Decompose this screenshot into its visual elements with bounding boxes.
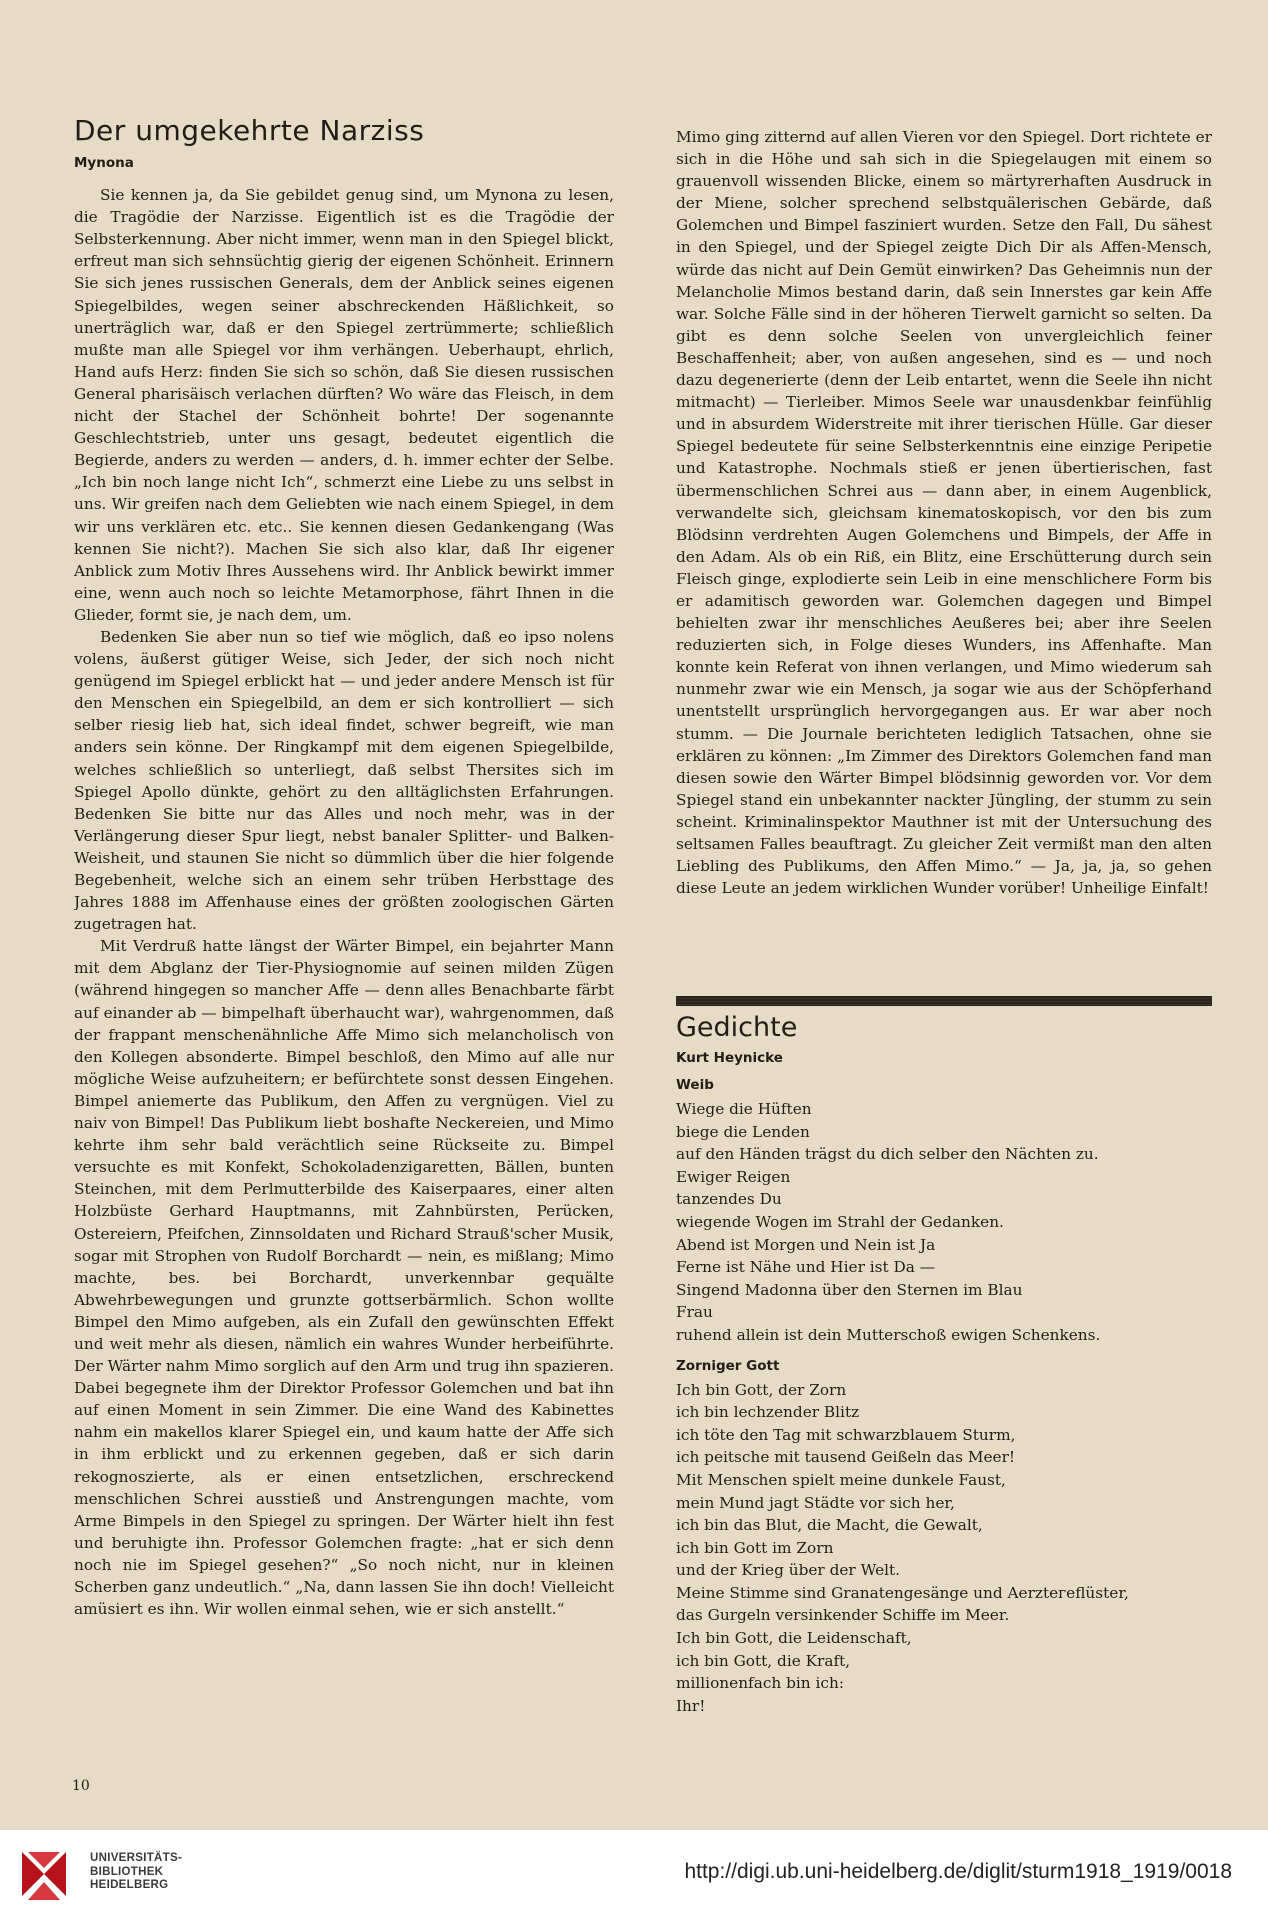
source-url-link[interactable]: http://digi.ub.uni-heidelberg.de/diglit/sturm1918_1919/0018 (684, 1860, 1232, 1883)
poems-section (676, 1010, 1212, 1810)
poem-line: Frau (676, 1303, 713, 1322)
library-logo-icon (14, 1844, 74, 1906)
footer-bar (0, 1830, 1268, 1922)
library-name (90, 1852, 182, 1893)
poem (676, 1353, 1212, 1718)
poem-title: Zorniger Gott (676, 1357, 780, 1374)
poem-line: Ferne ist Nähe und Hier ist Da — (676, 1258, 936, 1277)
article-continuation: Mimo ging zitternd auf allen Vieren vor den Spiegel. Dort richtete er sich in die Höhe und sah sich in die Spiegelaugen mit einem so grauenvoll wissenden Blicke, einem so märtyrerhaften Ausdruck in der Miene, solcher sprechend selbstquälerischen Gebärde, daß Golemchen und Bimpel fasziniert wurden. Setze den Fall, Du sähest in den Spiegel, und der Spiegel zeigte Dich Dir als Affen-Mensch, würde das nicht auf Dein Gemüt einwirken? Das Geheimnis nun der Melancholie Mimos bestand darin, daß sein Innerstes gar kein Affe war. Solche Fälle sind in der höheren Tierwelt garnicht so selten. Da gibt es denn solche Seelen von unvergleichlich feiner Beschaffenheit; aber, von außen angesehen, sind es — und noch dazu degenerierte (denn der Leib entartet, wenn die Seele ihn nicht mitmacht) — Tierleiber. Mimos Seele war unausdenkbar feinfühlig und in absurdem Widerstreite mit ihrer tierischen Hülle. Gar dieser Spiegel bedeutete für seine Selbsterkenntnis eine einzige Peripetie und Katastrophe. Nochmals stieß er jenen übertierischen, fast übermenschlichen Schrei aus — dann aber, in einem Augenblick, verwandelte sich, gleichsam kinematoskopisch, vor den bis zum Blödsinn verdrehten Augen Golemchens und Bimpels, der Affe in den Adam. Als ob ein Riß, ein Blitz, eine Erschütterung durch sein Fleisch ginge, explodierte sein Leib in eine menschlichere Form bis er adamitisch geworden war. Golemchen dagegen und Bimpel behielten zwar ihr menschliches Aeußeres bei; aber ihre Seelen reduzierten sich, in Folge dieses Wunders, ins Affenhafte. Man konnte kein Referat von ihnen verlangen, und Mimo wiederum sah nunmehr zwar wie ein Mensch, ja sogar wie aus der Schöpferhand unentstellt ursprünglich hervorgegangen aus. Er war aber noch stumm. — Die Journale berichteten lediglich Tatsachen, ohne sie erklären zu können: „Im Zimmer des Direktors Golemchen fand man diesen sowie den Wärter Bimpel blödsinnig geworden vor. Vor dem Spiegel stand ein unbekannter nackter Jüngling, der stumm zu sein scheint. Kriminalinspektor Mauthner ist mit der Untersuchung des seltsamen Falles beauftragt. Zu gleicher Zeit vermißt man den alten Liebling des Publikums, den Affen Mimo.“ — Ja, ja, ja, so gehen diese Leute an jedem wirklichen Wunder vorüber! Unheilige Einfalt! (676, 128, 1212, 898)
poem-line: millionenfach bin ich: (676, 1674, 844, 1693)
poem-line: Ewiger Reigen (676, 1167, 791, 1186)
poem-line: tanzendes Du (676, 1190, 782, 1209)
poem-line: und der Krieg über der Welt. (676, 1561, 901, 1580)
poem-line: Singend Madonna über den Sternen im Blau (676, 1280, 1023, 1299)
library-name-line: HEIDELBERG (90, 1879, 169, 1891)
poem-line: Ihr! (676, 1696, 706, 1715)
poem-line: ich peitsche mit tausend Geißeln das Meer! (676, 1448, 1016, 1467)
article-author: Mynona (74, 155, 134, 171)
article-paragraph: Mit Verdruß hatte längst der Wärter Bimpel, ein bejahrter Mann mit dem Abglanz der Tier-Physiognomie auf seinen milden Zügen (während hingegen so mancher Affe — denn alles Benachbarte färbt auf einander ab — bimpelhaft überhaucht war), wahrgenommen, daß der frappant menschenähnliche Affe Mimo sich melancholisch von den Kollegen absonderte. Bimpel beschloß, den Mimo auf alle nur mögliche Weise aufzuheitern; er befürchtete sonst dessen Eingehen. Bimpel aniemerte das Publikum, den Affen zu vergnügen. Viel zu naiv von Bimpel! Das Publikum liebt boshafte Neckereien, und Mimo kehrte ihm sehr bald verächtlich seine Rückseite zu. Bimpel versuchte es mit Konfekt, Schokoladenzigaretten, Bällen, bunten Steinchen, mit dem Perlmutterbilde des Kaiserpaares, einer alten Holzbüste Gerhard Hauptmanns, mit Zahnbürsten, Perücken, Ostereiern, Pfeifchen, Zinnsoldaten und Richard Strauß'scher Musik, sogar mit Strophen von Rudolf Borchardt — nein, es mißlang; Mimo machte, bes. bei Borchardt, unverkennbar gequälte Abwehrbewegungen und grunzte gottserbärmlich. Schon wollte Bimpel den Mimo aufgeben, als ein Zufall den gewünschten Effekt und weit mehr als diesen, nämlich ein wahres Wunder herbeiführte. Der Wärter nahm Mimo sorglich auf den Arm und trug ihn spazieren. Dabei begegnete ihm der Direktor Professor Golemchen und bat ihn auf einen Moment in sein Zimmer. Die eine Wand des Kabinettes nahm ein makellos klarer Spiegel ein, und kaum hatte der Affe sich in ihm erblickt und zu erkennen gegeben, daß er sich darin rekognoszierte, als er einen entsetzlichen, erschreckend menschlichen Schrei ausstieß und Anstrengungen machte, vom Arme Bimpels in den Spiegel zu springen. Der Wärter hielt ihn fest und beruhigte ihn. Professor Golemchen fragte: „hat er sich denn noch nie im Spiegel gesehen?“ „So noch nicht, nur in kleinen Scherben ganz undeutlich.“ „Na, dann lassen Sie ihn doch! Vielleicht amüsiert es ihn. Wir wollen einmal sehen, wie er sich anstellt.“ (74, 937, 614, 1619)
poem-line: ruhend allein ist dein Mutterschoß ewigen Schenkens. (676, 1325, 1101, 1344)
article-column-left (74, 112, 614, 1830)
poem-line: Mit Menschen spielt meine dunkele Faust, (676, 1470, 1006, 1489)
library-name-line: BIBLIOTHEK (90, 1865, 164, 1878)
poem-line: Ich bin Gott, die Leidenschaft, (676, 1629, 912, 1648)
poem-line: das Gurgeln versinkender Schiffe im Meer. (676, 1606, 1010, 1625)
poem-line: ich bin das Blut, die Macht, die Gewalt, (676, 1516, 983, 1535)
library-name-line: UNIVERSITÄTS- (90, 1852, 183, 1864)
poem-line: ich bin lechzender Blitz (676, 1403, 860, 1422)
article-paragraph: Sie kennen ja, da Sie gebildet genug sind, um Mynona zu lesen, die Tragödie der Narzisse. Eigentlich ist es die Tragödie der Selbsterkennung. Aber nicht immer, wenn man in den Spiegel blickt, erfreut man sich sehnsüchtig gierig der eigenen Schönheit. Erinnern Sie sich jenes russischen Generals, dem der Anblick seines eigenen Spiegelbildes, wegen seiner abschreckenden Häßlichkeit, so unerträglich war, daß er den Spiegel zertrümmerte; schließlich mußte man alle Spiegel vor ihm verhängen. Ueberhaupt, ehrlich, Hand aufs Herz: finden Sie sich so schön, daß Sie diesen russischen General pharisäisch verlachen dürften? Wo wäre das Fleisch, in dem nicht der Stachel der Schönheit bohrte! Der sogenannte Geschlechtstrieb, unter uns gesagt, bedeutet eigentlich die Begierde, anders zu werden — anders, d. h. immer echter der Selbe. „Ich bin noch lange nicht Ich“, schmerzt eine Liebe zu uns selbst in uns. Wir greifen nach dem Geliebten wie nach einem Spiegel, in dem wir uns verklären etc. etc.. Sie kennen diesen Gedankengang (Was kennen Sie nicht?). Machen Sie sich also klar, daß Ihr eigener Anblick zum Motiv Ihres Aussehens wird. Ihr Anblick bewirkt immer eine, wenn auch noch so leichte Metamorphose, fährt Ihnen in die Glieder, formt sie, je nach dem, um. (74, 186, 614, 624)
poem-line: wiegende Wogen im Strahl der Gedanken. (676, 1212, 1004, 1231)
poem-line: Wiege die Hüften (676, 1100, 812, 1118)
article-title: Der umgekehrte Narziss (74, 114, 425, 147)
poem (676, 1072, 1212, 1347)
poem-line: Ich bin Gott, der Zorn (676, 1380, 847, 1399)
section-title: Gedichte (676, 1012, 798, 1043)
poem-line: ich töte den Tag mit schwarzblauem Sturm, (676, 1425, 1016, 1444)
article-paragraph: Bedenken Sie aber nun so tief wie möglich, daß eo ipso nolens volens, äußerst gütiger Weise, sich Jeder, der sich noch nicht genügend im Spiegel erblickt hat — und jeder andere Mensch ist für den Menschen ein Spiegelbild, an dem er sich kontrolliert — sich selber riesig lieb hat, sich ideal findet, schwer begreift, wie man anders sein könne. Der Ringkampf mit dem eigenen Spiegelbilde, welches schließlich so unterliegt, daß selbst Thersites sich im Spiegel Apollo dünkte, gehört zu den alltäglichsten Erfahrungen. Bedenken Sie bitte nur das Alles und noch mehr, was in der Verlängerung dieser Spur liegt, nebst banaler Splitter- und Balken-Weisheit, und staunen Sie nicht so dümmlich über die hier folgende Begebenheit, welche sich an einem sehr trüben Herbsttage des Jahres 1888 im Affenhause eines der größten zoologischen Gärten zugetragen hat. (74, 627, 614, 934)
poem-line: biege die Lenden (676, 1122, 810, 1141)
page-number: 10 (72, 1778, 90, 1794)
article-column-right (676, 126, 1212, 984)
poem-line: mein Mund jagt Städte vor sich her, (676, 1493, 955, 1512)
poem-line: ich bin Gott, die Kraft, (676, 1651, 851, 1670)
poem-line: Abend ist Morgen und Nein ist Ja (676, 1235, 936, 1254)
section-divider (676, 996, 1212, 1006)
poet-name: Kurt Heynicke (676, 1050, 783, 1066)
poem-line: auf den Händen trägst du dich selber den Nächten zu. (676, 1145, 1099, 1164)
poem-line: Meine Stimme sind Granatengesänge und Aerzteгeflüster, (676, 1583, 1129, 1602)
poem-title: Weib (676, 1077, 714, 1093)
poem-line: ich bin Gott im Zorn (676, 1538, 834, 1557)
